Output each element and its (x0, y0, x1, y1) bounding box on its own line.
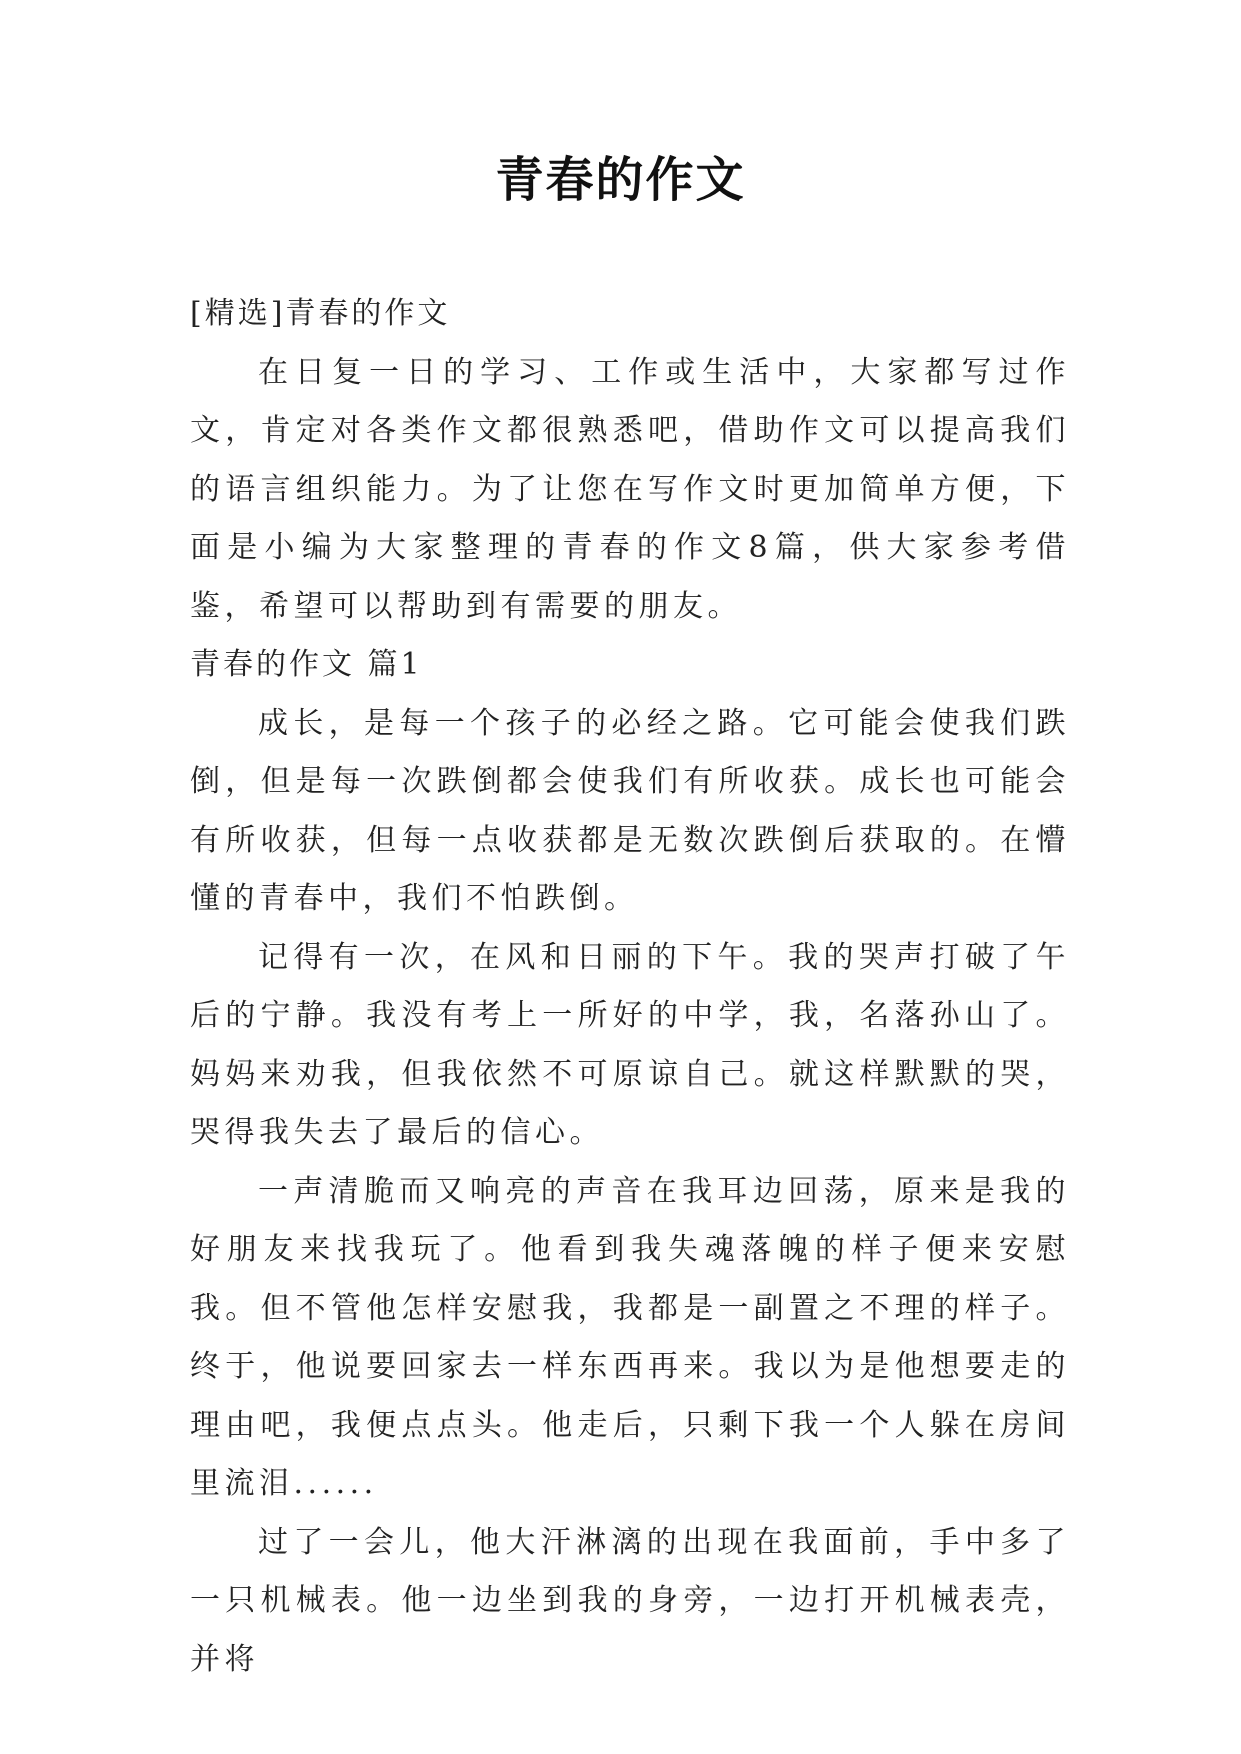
body-paragraph: 一声清脆而又响亮的声音在我耳边回荡，原来是我的好朋友来找我玩了。他看到我失魂落魄的样子便来安慰我。但不管他怎样安慰我，我都是一副置之不理的样子。终于，他说要回家去一样东西再来。我以为是他想要走的理由吧，我便点点头。他走后，只剩下我一个人躲在房间里流泪...... (190, 1173, 1070, 1501)
document-subtitle: [精选]青春的作文 (190, 296, 451, 331)
body-paragraph: 成长，是每一个孩子的必经之路。它可能会使我们跌倒，但是每一次跌倒都会使我们有所收获。成长也可能会有所收获，但每一点收获都是无数次跌倒后获取的。在懵懂的青春中，我们不怕跌倒。 (190, 705, 1070, 916)
document-body (190, 285, 1070, 1689)
body-paragraph: 过了一会儿，他大汗淋漓的出现在我面前，手中多了一只机械表。他一边坐到我的身旁，一边打开机械表壳，并将 (190, 1524, 1070, 1677)
document-title: 青春的作文 (495, 152, 746, 208)
section-heading: 青春的作文 篇1 (190, 647, 423, 682)
intro-paragraph: 在日复一日的学习、工作或生活中，大家都写过作文，肯定对各类作文都很熟悉吧，借助作文可以提高我们的语言组织能力。为了让您在写作文时更加简单方便，下面是小编为大家整理的青春的作文8篇，供大家参考借鉴，希望可以帮助到有需要的朋友。 (190, 354, 1070, 624)
body-paragraph: 记得有一次，在风和日丽的下午。我的哭声打破了午后的宁静。我没有考上一所好的中学，我，名落孙山了。妈妈来劝我，但我依然不可原谅自己。就这样默默的哭，哭得我失去了最后的信心。 (190, 939, 1070, 1150)
